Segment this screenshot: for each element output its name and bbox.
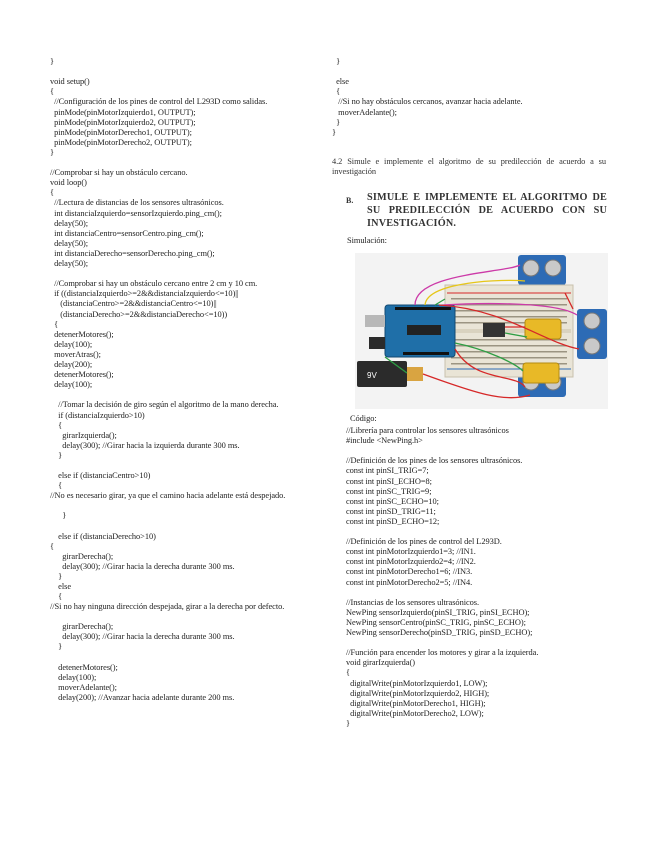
code-line: delay(50); xyxy=(50,259,89,268)
code-line: //Comprobar si hay un obstáculo cercano. xyxy=(50,168,188,178)
code-line: delay(300); //Girar hacia la derecha durante 300 ms. xyxy=(50,561,235,571)
code-line: delay(50); xyxy=(50,218,89,228)
code-line: } xyxy=(50,642,63,652)
code-line: NewPing sensorIzquierdo(pinSI_TRIG, pinSI_ECHO); xyxy=(346,607,530,617)
section-note: 4.2 Simule e implemente el algoritmo de su predilección de acuerdo a su investigación xyxy=(332,157,606,176)
code-line: int distanciaCentro=sensorCentro.ping_cm(); xyxy=(50,228,204,238)
code-line: delay(100); xyxy=(50,380,93,390)
code-line: //Tomar la decisión de giro según el algoritmo de la mano derecha. xyxy=(50,400,279,410)
code-line: //Función para encender los motores y girar a la izquierda. xyxy=(346,648,539,658)
code-line: //Comprobar si hay un obstáculo cercano entre 2 cm y 10 cm. xyxy=(50,279,258,289)
code-line: void girarIzquierda() xyxy=(346,658,415,668)
code-line: //No es necesario girar, ya que el camino hacia adelante está despejado. xyxy=(50,491,286,501)
code-line: digitalWrite(pinMotorDerecho2, LOW); xyxy=(346,708,484,718)
code-line: { xyxy=(50,87,54,97)
section-heading: SIMULE E IMPLEMENTE EL ALGORITMO DE SU PREDILECCIÓN DE ACUERDO CON SU INVESTIGACIÓN. xyxy=(367,192,607,229)
code-line: } xyxy=(332,127,336,137)
code-line: NewPing sensorDerecho(pinSD_TRIG, pinSD_ECHO); xyxy=(346,628,533,637)
code-line: //Definición de los pines de control del L293D. xyxy=(346,537,502,547)
code-line: } xyxy=(332,57,341,66)
code-line: (distanciaCentro>=2&&distanciaCentro<=10)|| xyxy=(50,299,217,309)
battery-label: 9V xyxy=(367,371,377,380)
code-line: { xyxy=(332,87,341,97)
code-line: //Definición de los pines de los sensores ultrasónicos. xyxy=(346,456,523,466)
code-line: girarIzquierda(); xyxy=(50,430,117,440)
code-line: { xyxy=(346,668,350,678)
ultrasonic-sensor-top xyxy=(518,255,566,285)
code-line: { xyxy=(50,592,63,602)
simulation-label: Simulación: xyxy=(347,236,387,245)
code-line: detenerMotores(); xyxy=(50,662,118,672)
driver-chip xyxy=(483,323,505,337)
code-line: } xyxy=(50,147,54,157)
code-line: #include <NewPing.h> xyxy=(346,436,423,446)
code-line: pinMode(pinMotorIzquierdo1, OUTPUT); xyxy=(50,107,196,117)
code-line: { xyxy=(50,319,59,329)
code-line: girarDerecha(); xyxy=(50,622,114,632)
code-line: { xyxy=(50,188,54,198)
code-line: //Configuración de los pines de control del L293D como salidas. xyxy=(50,97,268,107)
code-line: delay(100); xyxy=(50,339,93,349)
code-line: NewPing sensorCentro(pinSC_TRIG, pinSC_ECHO); xyxy=(346,617,526,627)
code-line: //Si no hay obstáculos cercanos, avanzar hacia adelante. xyxy=(332,97,523,107)
code-line: } xyxy=(50,511,67,521)
simulation-figure xyxy=(355,253,608,409)
code-line: const int pinSI_ECHO=8; xyxy=(346,476,432,486)
code-line: detenerMotores(); xyxy=(50,370,114,380)
code-line: else xyxy=(50,582,71,591)
code-line: const int pinSC_TRIG=9; xyxy=(346,486,432,496)
ultrasonic-sensor-right xyxy=(577,309,607,359)
code-line: detenerMotores(); xyxy=(50,329,114,339)
code-line: const int pinMotorDerecho2=5; //IN4. xyxy=(346,577,473,587)
code-line: moverAdelante(); xyxy=(332,107,397,117)
code-line: else if (distanciaDerecho>10) xyxy=(50,531,156,541)
code-line: } xyxy=(50,571,63,581)
code-line: int distanciaDerecho=sensorDerecho.ping_cm(); xyxy=(50,248,215,258)
code-line: { xyxy=(50,481,63,491)
code-line: { xyxy=(50,420,63,430)
code-line: //Lectura de distancias de los sensores ultrasónicos. xyxy=(50,198,224,208)
code-line: pinMode(pinMotorDerecho2, OUTPUT); xyxy=(50,137,192,147)
code-line: const int pinSI_TRIG=7; xyxy=(346,466,429,476)
code-line: digitalWrite(pinMotorIzquierdo2, HIGH); xyxy=(346,688,490,698)
code-line: } xyxy=(50,57,54,66)
code-line: const int pinSC_ECHO=10; xyxy=(346,496,439,506)
code-line: delay(100); xyxy=(50,672,97,682)
code-line: const int pinSD_ECHO=12; xyxy=(346,516,440,526)
motor-left xyxy=(523,363,559,383)
code-label: Código: xyxy=(350,414,377,423)
code-line: delay(200); xyxy=(50,360,93,369)
code-line: girarDerecha(); xyxy=(50,551,114,561)
code-line: const int pinMotorIzquierdo2=4; //IN2. xyxy=(346,557,476,567)
code-line: { xyxy=(50,541,54,551)
code-line: const int pinMotorDerecho1=6; //IN3. xyxy=(346,567,473,577)
code-line: const int pinSD_TRIG=11; xyxy=(346,506,436,516)
code-line: void setup() xyxy=(50,77,90,87)
code-line: moverAdelante(); xyxy=(50,682,117,692)
code-line: int distanciaIzquierdo=sensorIzquierdo.ping_cm(); xyxy=(50,208,222,218)
code-line: moverAtras(); xyxy=(50,349,101,359)
code-line: delay(200); //Avanzar hacia adelante durante 200 ms. xyxy=(50,692,235,702)
code-line: (distanciaDerecho>=2&&distanciaDerecho<=10)) xyxy=(50,309,228,319)
code-line: const int pinMotorIzquierdo1=3; //IN1. xyxy=(346,547,476,557)
code-line: else if (distanciaCentro>10) xyxy=(50,471,151,481)
code-line: delay(300); //Girar hacia la izquierda durante 300 ms. xyxy=(50,440,240,450)
code-line: } xyxy=(50,450,63,460)
heading-marker: B. xyxy=(346,196,354,205)
code-line: } xyxy=(332,117,341,127)
code-line: void loop() xyxy=(50,178,87,188)
code-line: digitalWrite(pinMotorIzquierdo1, LOW); xyxy=(346,678,488,688)
circuit-diagram xyxy=(355,253,608,409)
code-line: if (distanciaIzquierdo>10) xyxy=(50,410,145,420)
code-line: else xyxy=(332,77,349,87)
code-line: pinMode(pinMotorIzquierdo2, OUTPUT); xyxy=(50,117,196,127)
code-line: digitalWrite(pinMotorDerecho1, HIGH); xyxy=(346,698,486,708)
code-line: //Librería para controlar los sensores ultrasónicos xyxy=(346,426,509,435)
code-line: if ((distanciaIzquierdo>=2&&distanciaIzquierdo<=10)|| xyxy=(50,289,239,299)
code-line: } xyxy=(346,718,350,728)
code-line: pinMode(pinMotorDerecho1, OUTPUT); xyxy=(50,127,192,137)
code-line: delay(300); //Girar hacia la derecha durante 300 ms. xyxy=(50,632,235,642)
code-line: //Instancias de los sensores ultrasónicos. xyxy=(346,597,480,607)
code-line: delay(50); xyxy=(50,238,89,248)
code-line: //Si no hay ninguna dirección despejada, girar a la derecha por defecto. xyxy=(50,602,285,612)
